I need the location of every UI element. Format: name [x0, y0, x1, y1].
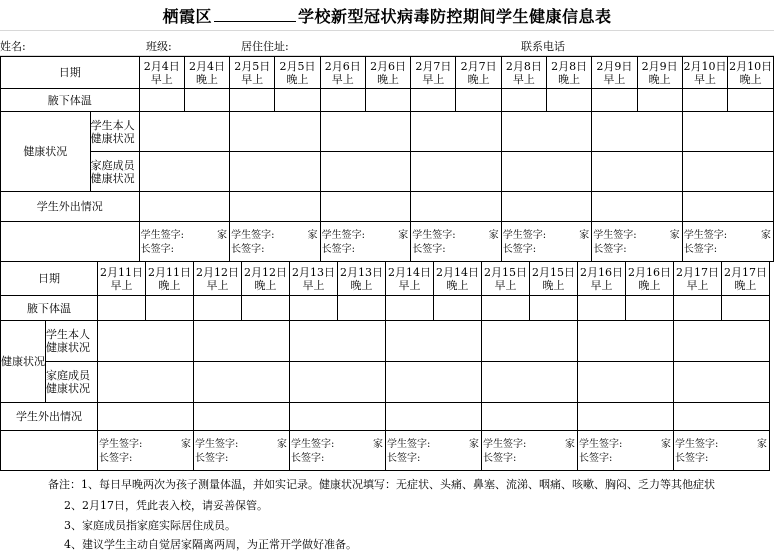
student-signature-label: 学生签字:: [502, 230, 547, 241]
date-text: 2月6日: [370, 59, 407, 73]
date-header-cell: [365, 57, 410, 89]
student-signature-label: 学生签字:: [231, 230, 275, 241]
temp-cell[interactable]: [722, 296, 770, 321]
family-health-label: 家庭成员健康状况: [90, 152, 139, 192]
signature-cell[interactable]: [674, 431, 770, 471]
parent-signature-label-part1: 家: [469, 439, 479, 450]
parent-signature-label-part1: 家: [579, 230, 590, 241]
self-health-cell[interactable]: [139, 112, 230, 152]
parent-signature-label-part2: 长签字:: [579, 453, 613, 464]
page-title: [0, 4, 774, 27]
date-header-cell: [682, 57, 728, 89]
date-text: 2月7日: [415, 59, 452, 73]
time-text: 晚上: [158, 278, 181, 292]
date-header-cell: [230, 57, 275, 89]
temp-cell[interactable]: [626, 296, 674, 321]
temp-label: 腋下体温: [1, 296, 98, 321]
date-text: 2月5日: [279, 59, 316, 73]
sig-row-label: [1, 431, 98, 471]
health-table-week1: [0, 56, 774, 262]
time-text: 晚上: [377, 72, 400, 86]
outing-cell[interactable]: [578, 403, 674, 431]
time-text: 早上: [512, 72, 535, 86]
time-text: 早上: [150, 72, 173, 86]
time-text: 晚上: [196, 72, 218, 86]
temp-cell[interactable]: [320, 89, 365, 112]
parent-signature-label-part1: 家: [488, 230, 499, 241]
temp-cell[interactable]: [242, 296, 290, 321]
date-header-cell: [98, 262, 146, 296]
time-text: 早上: [110, 278, 133, 292]
signature-cell[interactable]: [290, 431, 386, 471]
time-text: 晚上: [467, 72, 490, 86]
date-text: 2月16日: [580, 265, 623, 279]
self-health-label: 学生本人健康状况: [46, 321, 98, 362]
family-health-cell[interactable]: [682, 152, 773, 192]
title-blank: [214, 7, 296, 22]
temp-cell[interactable]: [275, 89, 320, 112]
name-label: 姓名:: [0, 40, 26, 53]
outing-cell[interactable]: [674, 403, 770, 431]
outing-cell[interactable]: [194, 403, 290, 431]
time-text: 早上: [494, 278, 517, 292]
time-text: 早上: [206, 278, 229, 292]
temp-cell[interactable]: [98, 296, 146, 321]
temp-cell[interactable]: [530, 296, 578, 321]
temp-cell[interactable]: [338, 296, 386, 321]
temp-cell[interactable]: [682, 89, 728, 112]
parent-signature-label-part2: 长签字:: [675, 453, 709, 464]
parent-signature-label-part2: 长签字:: [140, 244, 174, 255]
student-signature-label: 学生签字:: [195, 439, 239, 450]
time-text: 早上: [422, 72, 445, 86]
grid-line: [0, 30, 774, 31]
time-text: 早上: [398, 278, 421, 292]
temp-cell[interactable]: [386, 296, 434, 321]
parent-signature-label-part2: 长签字:: [412, 244, 446, 255]
health-table-week2: [0, 261, 770, 471]
health-group-label: 健康状况: [1, 321, 46, 403]
student-signature-label: 学生签字:: [675, 439, 719, 450]
date-header-cell: [722, 262, 770, 296]
date-text: 2月4日: [189, 59, 225, 73]
temp-cell[interactable]: [411, 89, 456, 112]
self-health-label: 学生本人健康状况: [90, 112, 139, 152]
parent-signature-label-part1: 家: [181, 439, 191, 450]
family-health-cell[interactable]: [501, 152, 592, 192]
time-text: 晚上: [350, 278, 373, 292]
date-text: 2月10日: [729, 59, 773, 73]
time-text: 晚上: [542, 278, 565, 292]
parent-signature-label-part1: 家: [565, 439, 575, 450]
outing-cell[interactable]: [592, 192, 683, 222]
temp-cell[interactable]: [456, 89, 501, 112]
date-text: 2月16日: [628, 265, 671, 279]
signature-cell[interactable]: [578, 431, 674, 471]
date-text: 2月6日: [324, 59, 361, 73]
outing-cell[interactable]: [682, 192, 773, 222]
student-signature-label: 学生签字:: [593, 230, 637, 241]
temp-cell[interactable]: [578, 296, 626, 321]
signature-cell[interactable]: [682, 222, 773, 262]
signature-cell[interactable]: [230, 222, 321, 262]
date-header-cell: [626, 262, 674, 296]
date-text: 2月11日: [148, 265, 191, 279]
date-header-cell: [290, 262, 338, 296]
date-text: 2月7日: [460, 59, 497, 73]
date-header-cell: [194, 262, 242, 296]
student-signature-label: 学生签字:: [291, 439, 335, 450]
family-health-cell[interactable]: [139, 152, 230, 192]
parent-signature-label-part1: 家: [373, 439, 383, 450]
date-text: 2月12日: [244, 265, 287, 279]
date-text: 2月8日: [505, 59, 542, 73]
time-text: 晚上: [254, 278, 277, 292]
temp-cell[interactable]: [194, 296, 242, 321]
date-text: 2月12日: [196, 265, 239, 279]
family-health-cell[interactable]: [230, 152, 321, 192]
date-text: 2月14日: [388, 265, 431, 279]
date-text: 2月13日: [292, 265, 335, 279]
date-label: 日期: [1, 57, 140, 89]
outing-cell[interactable]: [230, 192, 321, 222]
date-header-cell: [728, 57, 774, 89]
note-1: 备注：1、每日早晚两次为孩子测量体温，并如实记录。健康状况填写：无症状、头痛、鼻塞、流涕、咽痛、咳嗽、胸闷、乏力等其他症状: [48, 478, 715, 491]
self-health-cell[interactable]: [578, 321, 674, 362]
outing-cell[interactable]: [386, 403, 482, 431]
parent-signature-label-part2: 长签字:: [483, 453, 517, 464]
signature-cell[interactable]: [139, 222, 230, 262]
family-health-cell[interactable]: [592, 152, 683, 192]
parent-signature-label-part2: 长签字:: [387, 453, 421, 464]
parent-signature-label-part2: 长签字:: [593, 244, 627, 255]
date-header-cell: [434, 262, 482, 296]
address-label: 居住住址:: [241, 40, 289, 53]
family-health-cell[interactable]: [194, 362, 290, 403]
time-text: 晚上: [446, 278, 469, 292]
student-signature-label: 学生签字:: [683, 230, 728, 241]
parent-signature-label-part2: 长签字:: [195, 453, 229, 464]
family-health-cell[interactable]: [98, 362, 194, 403]
temp-cell[interactable]: [184, 89, 229, 112]
date-header-cell: [592, 57, 637, 89]
temp-label: 腋下体温: [1, 89, 140, 112]
date-text: 2月17日: [724, 265, 767, 279]
date-label: 日期: [1, 262, 98, 296]
student-signature-label: 学生签字:: [387, 439, 431, 450]
parent-signature-label-part2: 长签字:: [502, 244, 537, 255]
family-health-cell[interactable]: [290, 362, 386, 403]
self-health-cell[interactable]: [320, 112, 411, 152]
time-text: 晚上: [739, 72, 762, 86]
date-text: 2月5日: [234, 59, 271, 73]
parent-signature-label-part1: 家: [307, 230, 318, 241]
student-signature-label: 学生签字:: [483, 439, 527, 450]
health-group-label: 健康状况: [1, 112, 91, 192]
outing-cell[interactable]: [320, 192, 411, 222]
temp-cell[interactable]: [592, 89, 637, 112]
self-health-cell[interactable]: [501, 112, 592, 152]
temp-cell[interactable]: [139, 89, 184, 112]
family-health-cell[interactable]: [482, 362, 578, 403]
date-header-cell: [456, 57, 501, 89]
student-signature-label: 学生签字:: [321, 230, 366, 241]
date-header-cell: [578, 262, 626, 296]
temp-cell[interactable]: [365, 89, 410, 112]
self-health-cell[interactable]: [194, 321, 290, 362]
parent-signature-label-part2: 长签字:: [99, 453, 133, 464]
signature-cell[interactable]: [501, 222, 592, 262]
date-header-cell: [242, 262, 290, 296]
signature-cell[interactable]: [411, 222, 502, 262]
time-text: 早上: [302, 278, 325, 292]
family-health-cell[interactable]: [411, 152, 502, 192]
temp-cell[interactable]: [728, 89, 774, 112]
parent-signature-label-part1: 家: [217, 230, 228, 241]
date-header-cell: [482, 262, 530, 296]
family-health-cell[interactable]: [320, 152, 411, 192]
parent-signature-label-part2: 长签字:: [291, 453, 325, 464]
self-health-cell[interactable]: [482, 321, 578, 362]
title-rest: 学校新型冠状病毒防控期间学生健康信息表: [298, 7, 612, 26]
self-health-cell[interactable]: [290, 321, 386, 362]
family-health-label: 家庭成员健康状况: [46, 362, 98, 403]
date-text: 2月17日: [676, 265, 719, 279]
temp-cell[interactable]: [146, 296, 194, 321]
parent-signature-label-part1: 家: [757, 439, 767, 450]
title-district: 栖霞区: [162, 7, 212, 26]
signature-cell[interactable]: [320, 222, 411, 262]
family-health-cell[interactable]: [578, 362, 674, 403]
family-health-cell[interactable]: [674, 362, 770, 403]
time-text: 晚上: [648, 72, 671, 86]
parent-signature-label-part1: 家: [761, 230, 771, 241]
time-text: 早上: [590, 278, 613, 292]
signature-cell[interactable]: [386, 431, 482, 471]
time-text: 早上: [694, 72, 717, 86]
date-header-cell: [530, 262, 578, 296]
self-health-cell[interactable]: [230, 112, 321, 152]
date-text: 2月15日: [484, 265, 527, 279]
signature-cell[interactable]: [482, 431, 578, 471]
date-text: 2月4日: [143, 59, 180, 73]
date-header-cell: [411, 57, 456, 89]
date-header-cell: [386, 262, 434, 296]
parent-signature-label-part2: 长签字:: [321, 244, 356, 255]
date-text: 2月11日: [100, 265, 143, 279]
self-health-cell[interactable]: [682, 112, 773, 152]
time-text: 晚上: [286, 72, 309, 86]
date-header-cell: [674, 262, 722, 296]
self-health-cell[interactable]: [674, 321, 770, 362]
parent-signature-label-part1: 家: [669, 230, 680, 241]
date-header-cell: [338, 262, 386, 296]
date-header-cell: [501, 57, 546, 89]
temp-cell[interactable]: [230, 89, 275, 112]
temp-cell[interactable]: [547, 89, 592, 112]
time-text: 早上: [603, 72, 626, 86]
time-text: 晚上: [558, 72, 581, 86]
signature-cell[interactable]: [592, 222, 683, 262]
temp-cell[interactable]: [501, 89, 546, 112]
date-header-cell: [184, 57, 229, 89]
date-text: 2月15日: [532, 265, 575, 279]
outing-cell[interactable]: [482, 403, 578, 431]
student-signature-label: 学生签字:: [140, 230, 184, 241]
date-text: 2月13日: [340, 265, 383, 279]
time-text: 早上: [331, 72, 354, 86]
date-header-cell: [637, 57, 682, 89]
time-text: 晚上: [734, 278, 757, 292]
family-health-cell[interactable]: [386, 362, 482, 403]
self-health-cell[interactable]: [592, 112, 683, 152]
parent-signature-label-part1: 家: [661, 439, 671, 450]
sig-row-label: [1, 222, 140, 262]
temp-cell[interactable]: [482, 296, 530, 321]
note-2: 2、2月17日，凭此表入校，请妥善保管。: [64, 499, 268, 512]
parent-signature-label-part1: 家: [277, 439, 287, 450]
date-header-cell: [275, 57, 320, 89]
signature-cell[interactable]: [98, 431, 194, 471]
phone-label: 联系电话: [521, 40, 565, 53]
time-text: 晚上: [638, 278, 661, 292]
outing-cell[interactable]: [98, 403, 194, 431]
class-label: 班级:: [146, 40, 172, 53]
date-text: 2月8日: [551, 59, 588, 73]
outing-cell[interactable]: [139, 192, 230, 222]
date-text: 2月14日: [436, 265, 479, 279]
date-header-cell: [320, 57, 365, 89]
date-text: 2月9日: [641, 59, 678, 73]
outing-cell[interactable]: [411, 192, 502, 222]
self-health-cell[interactable]: [98, 321, 194, 362]
outing-cell[interactable]: [290, 403, 386, 431]
temp-cell[interactable]: [434, 296, 482, 321]
time-text: 早上: [241, 72, 264, 86]
temp-cell[interactable]: [637, 89, 682, 112]
parent-signature-label-part2: 长签字:: [231, 244, 265, 255]
student-signature-label: 学生签字:: [579, 439, 623, 450]
parent-signature-label-part1: 家: [398, 230, 409, 241]
self-health-cell[interactable]: [386, 321, 482, 362]
outing-label: 学生外出情况: [1, 192, 140, 222]
date-header-cell: [547, 57, 592, 89]
student-signature-label: 学生签字:: [412, 230, 456, 241]
temp-cell[interactable]: [290, 296, 338, 321]
date-header-cell: [139, 57, 184, 89]
time-text: 早上: [686, 278, 709, 292]
date-header-cell: [146, 262, 194, 296]
signature-cell[interactable]: [194, 431, 290, 471]
outing-cell[interactable]: [501, 192, 592, 222]
parent-signature-label-part2: 长签字:: [683, 244, 718, 255]
note-4: 4、建议学生主动自觉居家隔离两周，为正常开学做好准备。: [64, 538, 357, 551]
self-health-cell[interactable]: [411, 112, 502, 152]
temp-cell[interactable]: [674, 296, 722, 321]
outing-label: 学生外出情况: [1, 403, 98, 431]
date-text: 2月9日: [596, 59, 633, 73]
date-text: 2月10日: [683, 59, 727, 73]
note-3: 3、家庭成员指家庭实际居住成员。: [64, 519, 236, 532]
student-signature-label: 学生签字:: [99, 439, 143, 450]
